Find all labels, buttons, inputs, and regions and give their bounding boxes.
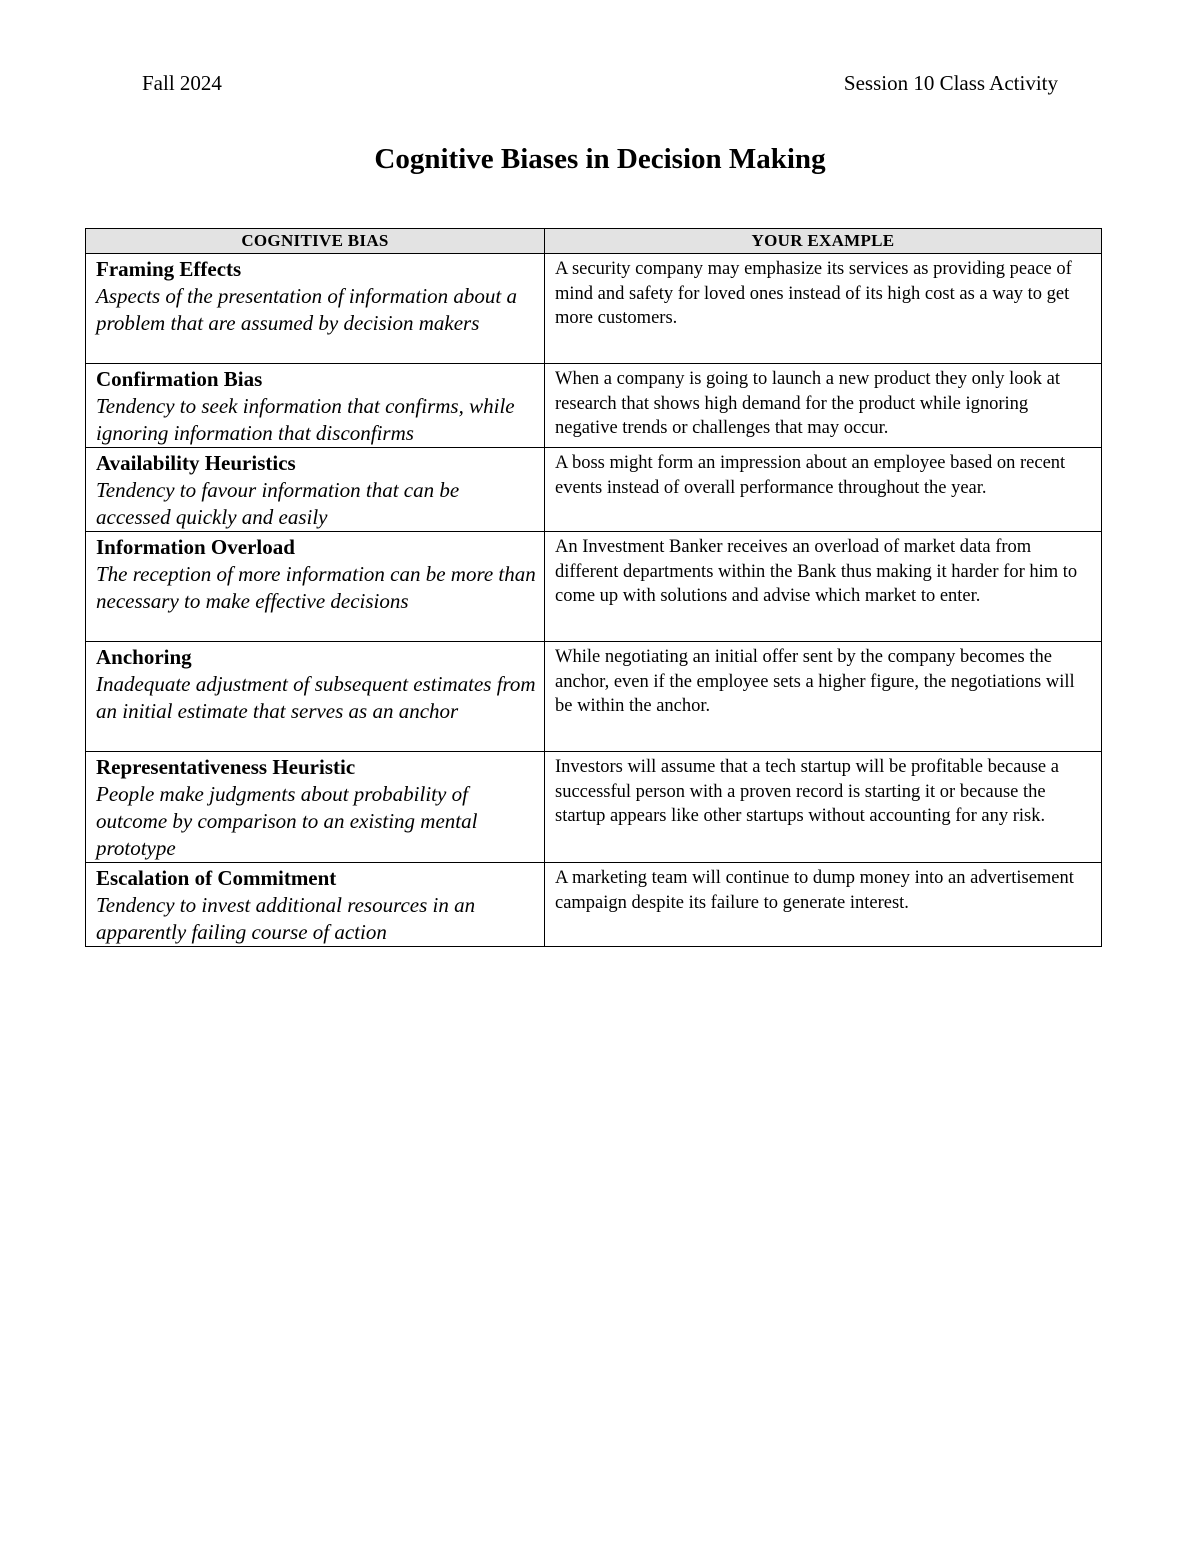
bias-definition: Tendency to seek information that confirms, while ignoring information that disconfirms xyxy=(96,394,515,445)
bias-name: Availability Heuristics xyxy=(96,451,296,475)
bias-name: Confirmation Bias xyxy=(96,367,263,391)
bias-definition: Tendency to favour information that can be accessed quickly and easily xyxy=(96,478,460,529)
bias-cell xyxy=(86,254,545,364)
bias-cell xyxy=(86,752,545,863)
header-term: Fall 2024 xyxy=(142,71,222,95)
bias-name: Framing Effects xyxy=(96,257,242,281)
table-header-row xyxy=(86,229,1102,254)
example-cell: While negotiating an initial offer sent by the company becomes the anchor, even if the employee sets a higher figure, the negotiations will be within the anchor. xyxy=(545,642,1102,752)
table-row xyxy=(86,254,1102,364)
example-cell: Investors will assume that a tech startup will be profitable because a successful person with a proven record is starting it or because the startup appears like other startups without accounting for any risk. xyxy=(545,752,1102,863)
bias-definition: Aspects of the presentation of information about a problem that are assumed by decision makers xyxy=(96,284,517,335)
bias-cell xyxy=(86,448,545,532)
example-cell: When a company is going to launch a new product they only look at research that shows high demand for the product while ignoring negative trends or challenges that may occur. xyxy=(545,364,1102,448)
table-row xyxy=(86,863,1102,947)
table-row xyxy=(86,364,1102,448)
bias-cell xyxy=(86,532,545,642)
document-title: Cognitive Biases in Decision Making xyxy=(374,143,826,175)
table-row xyxy=(86,642,1102,752)
bias-name: Escalation of Commitment xyxy=(96,866,337,890)
column-header-cognitive-bias: COGNITIVE BIAS xyxy=(86,229,545,254)
table-row xyxy=(86,532,1102,642)
example-cell: A security company may emphasize its services as providing peace of mind and safety for loved ones instead of its high cost as a way to get more customers. xyxy=(545,254,1102,364)
bias-cell xyxy=(86,863,545,947)
bias-definition: The reception of more information can be more than necessary to make effective decisions xyxy=(96,562,536,613)
bias-name: Information Overload xyxy=(96,535,295,559)
header-session: Session 10 Class Activity xyxy=(843,71,1058,95)
example-cell: A marketing team will continue to dump money into an advertisement campaign despite its failure to generate interest. xyxy=(545,863,1102,947)
bias-definition: Tendency to invest additional resources in an apparently failing course of action xyxy=(96,893,476,944)
table-row xyxy=(86,448,1102,532)
table-row xyxy=(86,752,1102,863)
bias-name: Representativeness Heuristic xyxy=(96,755,356,779)
column-header-your-example: YOUR EXAMPLE xyxy=(545,229,1102,254)
bias-name: Anchoring xyxy=(96,645,192,669)
example-cell: A boss might form an impression about an employee based on recent events instead of overall performance throughout the year. xyxy=(545,448,1102,532)
bias-definition: People make judgments about probability of outcome by comparison to an existing mental prototype xyxy=(96,782,478,860)
cognitive-bias-table xyxy=(85,228,1102,947)
example-cell: An Investment Banker receives an overload of market data from different departments within the Bank thus making it harder for him to come up with solutions and advise which market to enter. xyxy=(545,532,1102,642)
bias-cell xyxy=(86,642,545,752)
bias-cell xyxy=(86,364,545,448)
bias-definition: Inadequate adjustment of subsequent estimates from an initial estimate that serves as an anchor xyxy=(96,672,536,723)
